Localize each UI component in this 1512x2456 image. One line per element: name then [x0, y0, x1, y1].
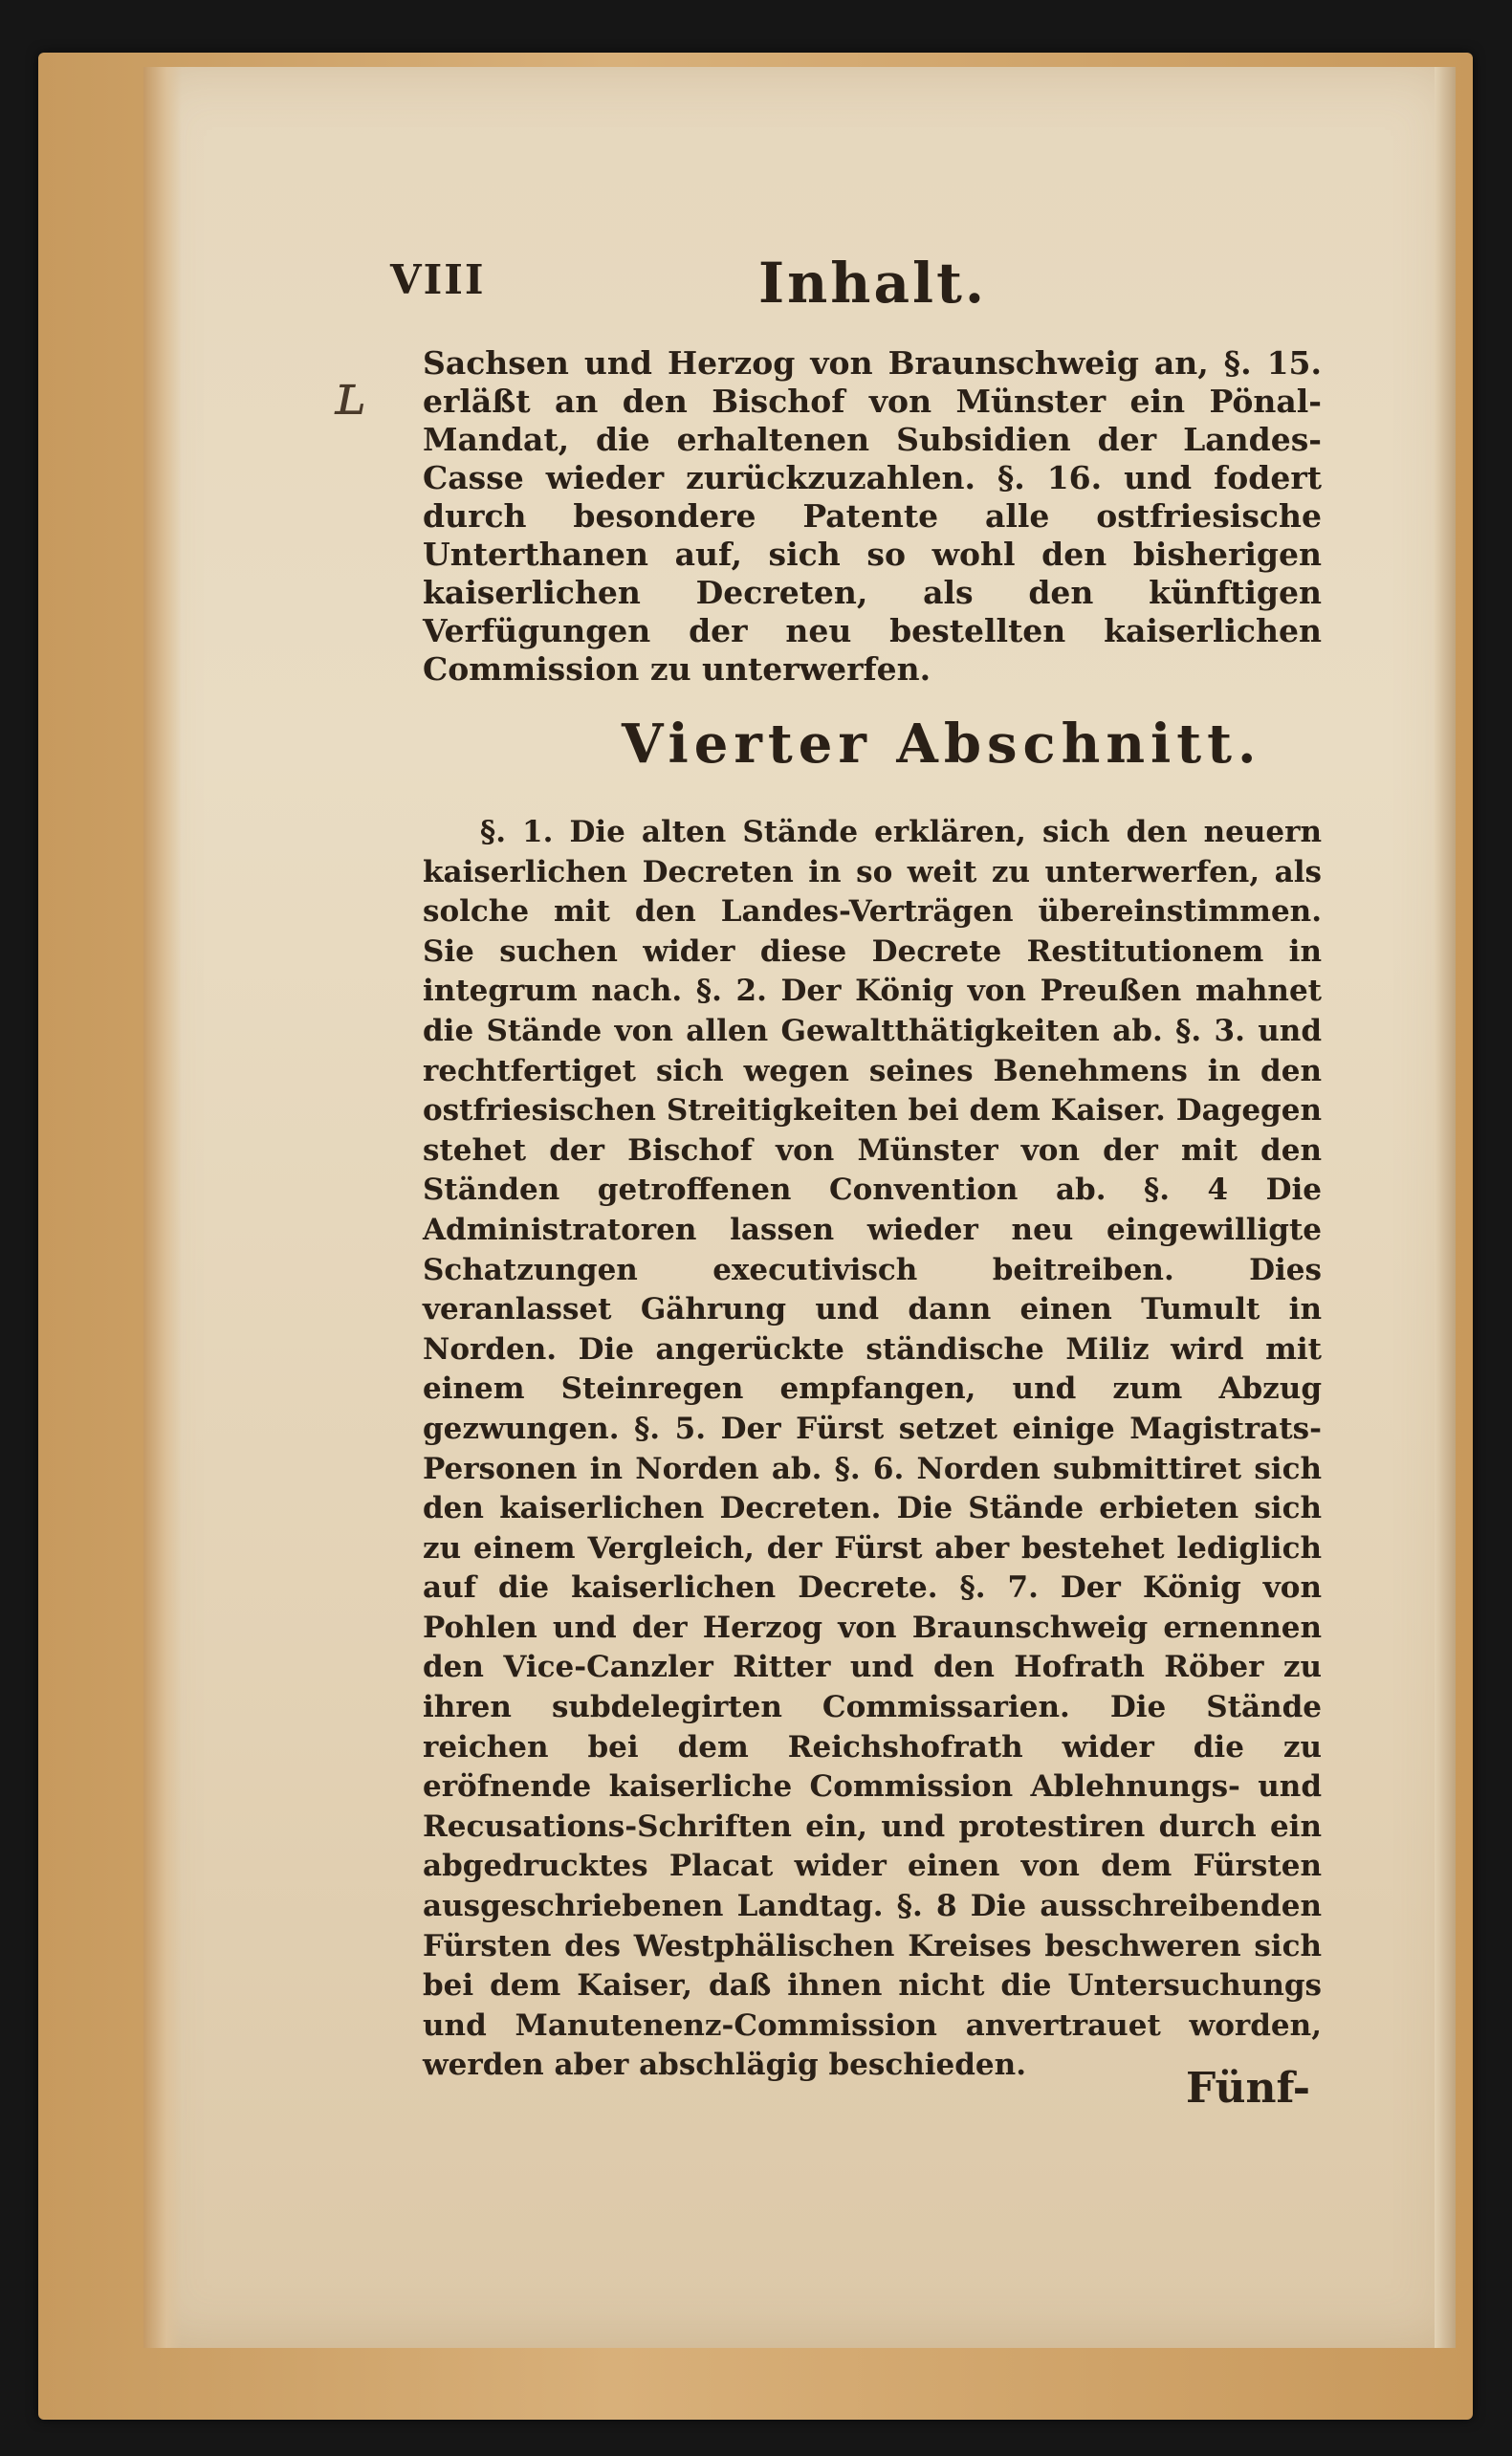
paragraph-text: Sachsen und Herzog von Braunschweig an, §. 15. erläßt an den Bischof von Münster ein Pönal-Mandat, die erhaltenen Subsidien der Landes-Casse wieder zurückzuzahlen. §. 16. und fodert durch besondere Patente alle ostfriesische Unterthanen auf, sich so wohl den bisherigen kaiserlichen Decreten, als den künftigen Verfügungen der neu bestellten kaiserlichen Commission zu unterwerfen. — [423, 344, 1322, 688]
section-heading: Vierter Abschnitt. — [622, 713, 1262, 776]
page-edge — [1435, 67, 1456, 2348]
running-head — [390, 251, 1337, 323]
page-number: VIII — [390, 256, 486, 303]
continued-paragraph — [423, 344, 1322, 689]
handwritten-margin-mark: ʟ — [335, 362, 366, 428]
running-title: Inhalt. — [758, 251, 988, 316]
catchword: Fünf- — [1186, 2064, 1311, 2113]
page-gutter — [143, 67, 182, 2348]
paragraph-text: §. 1. Die alten Stände erklären, sich den neuern kaiserlichen Decreten in so weit zu unterwerfen, als solche mit den Landes-Verträgen übereinstimmen. Sie suchen wider diese Decrete Restitutionem in integrum nach. §. 2. Der König von Preußen mahnet die Stände von allen Gewaltthätigkeiten ab. §. 3. und rechtfertiget sich wegen seines Benehmens in den ostfriesischen Streitigkeiten bei dem Kaiser. Dagegen stehet der Bischof von Münster von der mit den Ständen getroffenen Convention ab. §. 4 Die Administratoren lassen wieder neu eingewilligte Schatzungen executivisch beitreiben. Dies veranlasset Gährung und dann einen Tumult in Norden. Die angerückte ständische Miliz wird mit einem Steinregen empfangen, und zum Abzug gezwungen. §. 5. Der Fürst setzet einige Magistrats-Personen in Norden ab. §. 6. Norden submittiret sich den kaiserlichen Decreten. Die Stände erbieten sich zu einem Vergleich, der Fürst aber bestehet lediglich auf die kaiserlichen Decrete. §. 7. Der König von Pohlen und der Herzog von Braunschweig ernennen den Vice-Canzler Ritter und den Hofrath Röber zu ihren subdelegirten Commissarien. Die Stände reichen bei dem Reichshofrath wider die zu eröfnende kaiserliche Commission Ablehnungs- und Recusations-Schriften ein, und protestiren durch ein abgedrucktes Placat wider einen von dem Fürsten ausgeschriebenen Landtag. §. 8 Die ausschreibenden Fürsten des Westphälischen Kreises beschweren sich bei dem Kaiser, daß ihnen nicht die Untersuchungs und Manutenenz-Commission anvertrauet worden, werden aber abschlägig beschieden. — [423, 815, 1322, 2083]
section-summary — [423, 813, 1322, 2086]
